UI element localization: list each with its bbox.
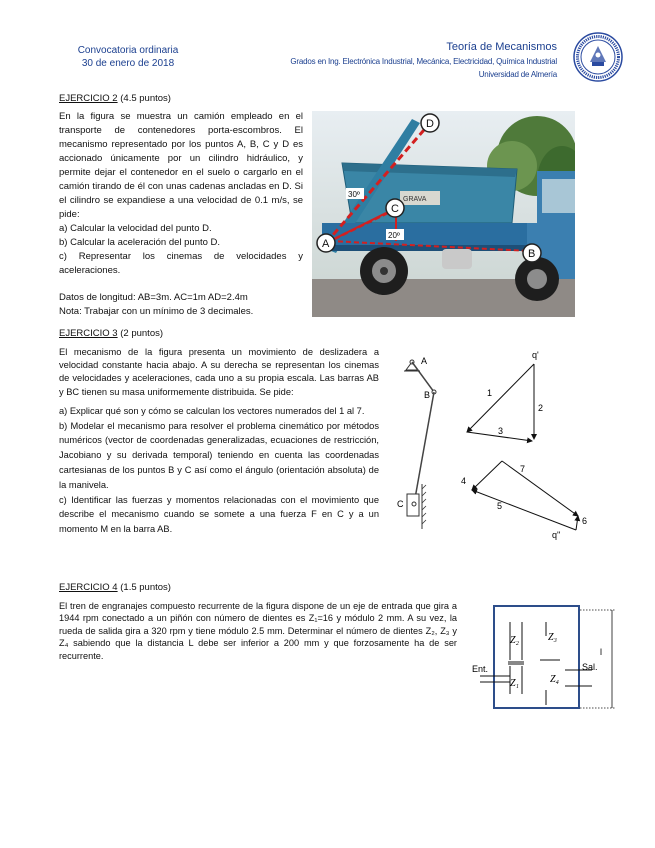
session-date: 30 de enero de 2018 bbox=[81, 58, 175, 69]
ex3-statement bbox=[59, 346, 379, 537]
ex2-intro: En la figura se muestra un camión empleado en el transporte de contenedores porta-escombros. El mecanismo representado por los puntos A, B, C y D es accionado únicamente por un cilindro hidráulico, y permite dejar el contenedor en el suelo o cargarlo en el camión tirando de él con unas cadenas ancladas en D. Si el cilindro se expandiese a una velocidad de 0.1 m/s, se pide: bbox=[59, 111, 303, 220]
ex3-item-a: a) Explicar qué son y cómo se calculan los vectores numerados del 1 al 7. bbox=[59, 405, 365, 416]
container-sign: GRAVA bbox=[403, 196, 427, 203]
ex4-title: EJERCICIO 4 bbox=[59, 582, 118, 593]
ex4-text: El tren de engranajes compuesto recurrente de la figura dispone de un eje de entrada que gira a 1944 rpm conectado a un piñón con número de dientes es Z₁=16 y módulo 2 mm. A su vez, la rueda de salida gira a 320 rpm y tiene módulo 2.5 mm. Determinar el número de dientes Z₂, Z₃ y Z₄ sabiendo que la distancia L debe ser inferior a 200 mm y que forzosamente ha de ser recurrente. bbox=[59, 601, 457, 661]
ex2-statement bbox=[59, 110, 303, 278]
degree-list: Grados en Ing. Electrónica Industrial, Mecánica, Electricidad, Química Industrial bbox=[290, 57, 557, 66]
ex3-points: (2 puntos) bbox=[117, 328, 164, 339]
vec-3-label: 3 bbox=[498, 426, 504, 436]
vec-4-label: 4 bbox=[461, 476, 467, 486]
course-title: Teoría de Mecanismos bbox=[446, 41, 557, 53]
mech-point-a: A bbox=[421, 356, 428, 366]
university-seal-icon bbox=[573, 32, 623, 82]
ex4-statement bbox=[59, 600, 457, 662]
ex2-item-a: a) Calcular la velocidad del punto D. bbox=[59, 223, 212, 234]
ex2-points: (4.5 puntos) bbox=[117, 93, 171, 104]
angle-30-label: 30º bbox=[348, 190, 360, 199]
ex4-points: (1.5 puntos) bbox=[117, 582, 171, 593]
output-shaft-label: Sal. bbox=[582, 662, 598, 672]
point-b-label: B bbox=[528, 248, 536, 260]
mech-point-c: C bbox=[397, 499, 404, 509]
university-name: Universidad de Almería bbox=[478, 70, 557, 79]
vec-7-label: 7 bbox=[520, 464, 526, 474]
truck-photo bbox=[312, 111, 575, 317]
point-c-label: C bbox=[391, 203, 399, 215]
distance-l-label: l bbox=[600, 647, 602, 657]
vec-5-label: 5 bbox=[497, 501, 503, 511]
ex2-heading bbox=[59, 93, 171, 104]
gear-z3-label: Z₃ bbox=[548, 632, 558, 643]
mech-point-b: B bbox=[424, 390, 431, 400]
ex3-mechanism-figure bbox=[392, 344, 602, 544]
point-d-label: D bbox=[426, 118, 434, 130]
vec-6-label: 6 bbox=[582, 516, 588, 526]
ex2-lengths: Datos de longitud: AB=3m. AC=1m AD=2.4m bbox=[59, 292, 248, 303]
ex3-heading bbox=[59, 328, 163, 339]
vec-2-label: 2 bbox=[538, 403, 544, 413]
gear-z1-label: Z₁ bbox=[510, 678, 520, 689]
ex2-title: EJERCICIO 2 bbox=[59, 93, 118, 104]
ex2-data bbox=[59, 291, 303, 319]
ex2-item-b: b) Calcular la aceleración del punto D. bbox=[59, 237, 221, 248]
ex3-title: EJERCICIO 3 bbox=[59, 328, 118, 339]
course-header bbox=[290, 40, 557, 81]
input-shaft-label: Ent. bbox=[472, 664, 489, 674]
point-a-label: A bbox=[322, 238, 330, 250]
exam-session bbox=[58, 44, 198, 70]
gear-z2-label: Z₂ bbox=[510, 635, 520, 646]
ex3-item-b: b) Modelar el mecanismo para resolver el problema cinemático por métodos numéricos (vector de coordenadas generalizadas, ecuaciones de restricción, Jacobiano y su derivada temporal) teniendo en cuenta las coordenadas cartesianas de los puntos B y C así como el ángulo (orientación absoluta) de la manivela. bbox=[59, 420, 379, 490]
gear-z4-label: Z₄ bbox=[550, 674, 560, 685]
gear-train-figure bbox=[470, 600, 620, 715]
vec-1-label: 1 bbox=[487, 388, 493, 398]
angle-20-label: 20º bbox=[388, 231, 400, 240]
ex2-item-c: c) Representar los cinemas de velocidades y aceleraciones. bbox=[59, 251, 303, 276]
q-prime-label: q' bbox=[532, 350, 539, 360]
ex4-heading bbox=[59, 582, 171, 593]
ex2-note: Nota: Trabajar con un mínimo de 3 decimales. bbox=[59, 306, 254, 317]
ex3-intro: El mecanismo de la figura presenta un movimiento de deslizadera a velocidad constante hacia abajo. A su derecha se representan los cinemas de velocidades y aceleraciones, cada uno a su propia escala. Las barras AB y BC tienen su masa uniformemente distribuida. Se pide: bbox=[59, 347, 379, 397]
q-double-prime-label: q'' bbox=[552, 530, 561, 540]
session-label: Convocatoria ordinaria bbox=[77, 45, 179, 56]
ex3-item-c: c) Identificar las fuerzas y momentos relacionadas con el movimiento que describe el mecanismo cuando se somete a una fuerza F en C y a un momento M en la barra AB. bbox=[59, 494, 379, 535]
